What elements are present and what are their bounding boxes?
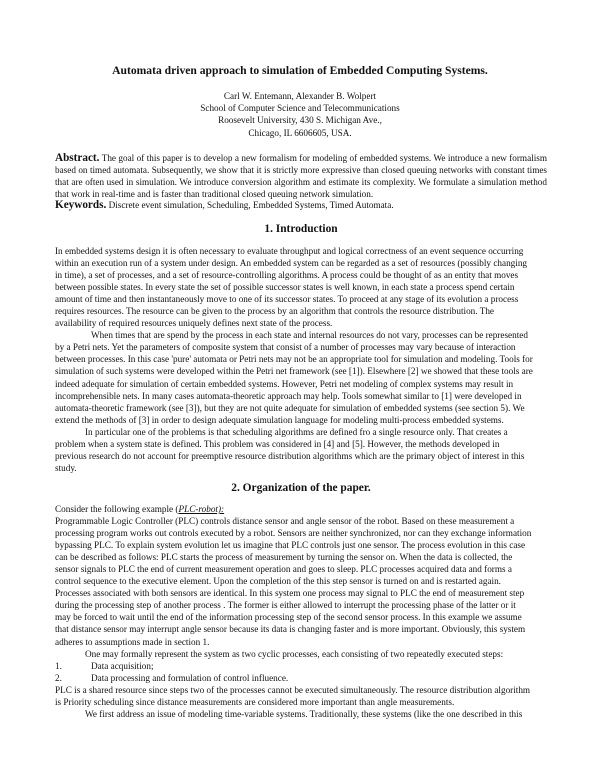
organization-body: [55, 503, 547, 720]
text-line: requires resources. The resource can be given to the process by an algorithm that controls the resource distribution. The: [55, 306, 494, 317]
text-line: study.: [55, 462, 77, 473]
introduction-body: [55, 245, 547, 474]
text-line: in time), a set of processes, and a set of resource-controlling algorithms. A process could be thought of as an entity that moves: [55, 270, 519, 281]
text-line: may be forced to wait until the end of the information processing step of the second sensor process. In this example we assume: [55, 612, 522, 623]
text-line: between processes. In this case 'pure' automata or Petri nets may not be an appropriate tool for simulation and modeling. Tools for: [55, 354, 533, 365]
affiliation-line: School of Computer Science and Telecommunications: [200, 103, 400, 114]
list-item: [55, 672, 547, 684]
paper-title: Automata driven approach to simulation of Embedded Computing Systems.: [112, 64, 488, 77]
text-line: PLC is a shared resource since steps two of the processes cannot be executed simultaneously. The resource distribution algorithm: [55, 684, 531, 695]
text-line: Programmable Logic Controller (PLC) controls distance sensor and angle sensor of the robot. Based on these measurement a: [55, 516, 515, 527]
section-heading-introduction: 1. Introduction: [264, 223, 338, 235]
author-block: [100, 90, 500, 139]
list-number: 1.: [55, 660, 62, 671]
text-line: control sequence to the executive element. Upon the completion of the this step sensor is turned on and is restarted again.: [55, 576, 501, 587]
text-line: We first address an issue of modeling time-variable systems. Traditionally, these systems (like the one described in this: [85, 708, 523, 719]
list-text: Data acquisition;: [91, 660, 154, 671]
section-heading-organization: 2. Organization of the paper.: [231, 482, 371, 494]
text-line: availability of required resources uniquely defines next state of the process.: [55, 318, 333, 329]
list-item: [55, 660, 547, 672]
example-intro-line: [55, 503, 547, 515]
text-line: between possible states. In every state the set of possible successor states is well known, in each state a process spend certain: [55, 282, 515, 293]
keywords-text: Discrete event simulation, Scheduling, Embedded Systems, Timed Automata.: [108, 200, 394, 210]
text-line: is Priority scheduling since distance measurements are considered more important than angle measurements.: [55, 696, 455, 707]
list-number: 2.: [55, 672, 62, 683]
text-line: adheres to assumptions made in section 1.: [55, 636, 210, 647]
text-line: indeed adequate for simulation of certain embedded systems. However, Petri net modeling of complex systems may result in: [55, 378, 514, 389]
text-line: by a Petri nets. Yet the parameters of composite system that consist of a number of processes may vary because of interaction: [55, 342, 516, 353]
text-line: sensor signals to PLC the end of current measurement operation and goes to sleep. PLC processes acquired data and forms a: [55, 564, 512, 575]
text-line: In embedded systems design it is often necessary to evaluate throughput and logical correctness of an event sequence occurring: [55, 246, 524, 256]
text-line: within an execution run of a system under design. An embedded system can be regarded as a set of resources (possibly changing: [55, 258, 528, 269]
abstract-text: The goal of this paper is to develop a new formalism for modeling of embedded systems. We introduce a new formalism based on timed automata. Subsequently, we show that it is strictly more expressive than closed queuing networks with constant times that are often used in simulation. We introduce conversion algorithm and estimate its complexity. We formulate a simulation method that work in real-time and is faster than traditional closed queuing network simulation.: [55, 153, 547, 200]
list-text: Data processing and formulation of control influence.: [91, 672, 289, 683]
text-line: In particular one of the problems is that scheduling algorithms are defined fro a single resource only. That creates a: [85, 426, 508, 437]
affiliation-line: Chicago, IL 6606605, USA.: [248, 127, 352, 138]
text-line: problem when a system state is defined. This problem was considered in [4] and [5]. However, the methods developed in: [55, 438, 500, 449]
text-line: processing program works out controls executed by a robot. Sensors are neither synchronized, nor can they exchange information: [55, 528, 532, 539]
example-prefix: Consider the following example (: [55, 504, 179, 514]
text-line: extend the methods of [3] in order to design adequate simulation language for modeling multi-process embedded systems.: [55, 414, 504, 425]
abstract: [55, 152, 547, 200]
keywords-label: Keywords.: [55, 199, 107, 211]
text-line: amount of time and then instantaneously move to one of its successor states. To proceed at any stage of its evolution a process: [55, 294, 519, 305]
text-line: simulation of such systems were developed within the Petri net framework (see [1]). Elsewhere [2] we showed that these tools are: [55, 366, 533, 377]
example-link[interactable]: PLC-robot):: [178, 504, 225, 514]
text-line: can be described as follows: PLC starts the process of measurement by turning the sensor on. When the data is collected, the: [55, 552, 513, 563]
affiliation-line: Roosevelt University, 430 S. Michigan Ave.,: [218, 115, 382, 126]
abstract-label: Abstract.: [55, 152, 100, 164]
text-line: previous research do not account for preemptive resource distribution algorithms which are the primary object of interest in this: [55, 450, 525, 461]
text-line: One may formally represent the system as two cyclic processes, each consisting of two repeatedly executed steps:: [85, 648, 504, 659]
text-line: bypassing PLC. To explain system evolution let us imagine that PLC controls just one sensor. The process evolution in this case: [55, 540, 526, 551]
text-line: automata-theoretic framework (see [3]), but they are not quite adequate for simulation of embedded systems (see section 5). We: [55, 402, 525, 413]
keywords: [55, 199, 547, 211]
author-names: Carl W. Entemann, Alexander B. Wolpert: [223, 91, 377, 101]
text-line: Processes associated with both sensors are identical. In this system one process may signal to PLC the end of measurement step: [55, 588, 525, 599]
text-line: When times that are spend by the process in each state and internal resources do not vary, processes can be represented: [91, 330, 528, 341]
text-line: that distance sensor may interrupt angle sensor because its data is changing faster and is more important. Obviously, this system: [55, 624, 526, 635]
text-line: incomprehensible nets. In many cases automata-theoretic approach may help. Tools somewhat similar to [1] were developed in: [55, 390, 522, 401]
text-line: during the processing step of another process . The former is either allowed to interrupt the processing phase of the latter or it: [55, 600, 516, 611]
